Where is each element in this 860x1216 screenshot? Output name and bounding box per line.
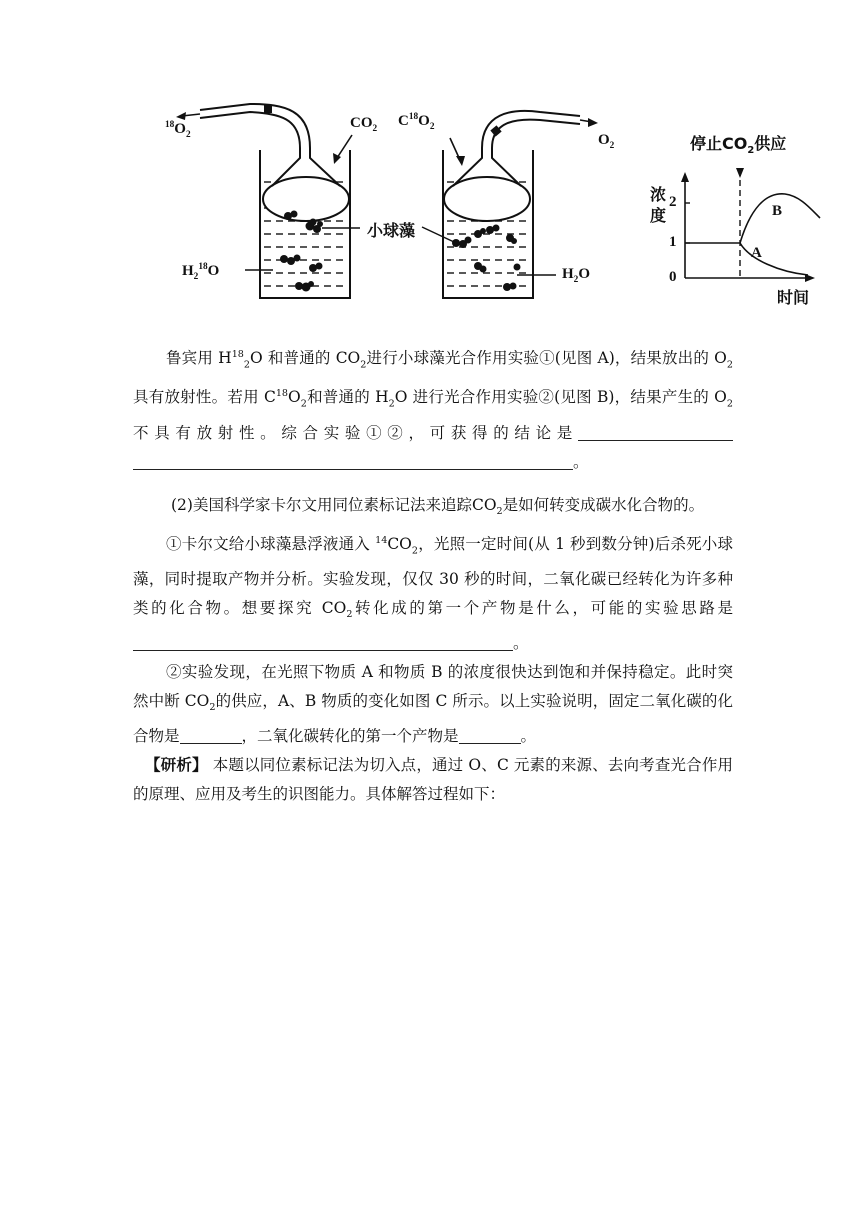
stop-co2-label: 停止$CO_2$供应 xyxy=(690,134,787,157)
graph-tick-0: 0 xyxy=(669,269,677,285)
concentration-graph xyxy=(681,168,820,282)
paragraph-ruben-experiment: 鲁宾用 $H^{18}_2O$ 和普通的 $CO_2$进行小球藻光合作用实验①(见图 A)，结果放出的 $O_2$具有放射性。若用 $C^{18}O_2$和普通的 $H_2O$ 进行光合作用实验②(见图 B)，结果产生的 $O_2$不具有放射性。综合实验①②，可获得的结论是 。 xyxy=(133,349,733,471)
graph-xlabel: 时间 xyxy=(777,288,810,307)
paragraph-calvin-method: ①卡尔文给小球藻悬浮液通入 $^{14}CO_2$，光照一定时间(从 1 秒到数分钟)后杀死小球藻，同时提取产物并分析。实验发现，仅仅 30 秒的时间，二氧化碳已经转化为许多种类的化合物。想要探究 $CO_2$转化成的第一个产物是什么，可能的实验思路是。 xyxy=(133,534,733,652)
answer-blank-experiment-idea[interactable] xyxy=(133,634,513,651)
paragraph-calvin-result: ②实验发现，在光照下物质 A 和物质 B 的浓度很快达到饱和并保持稳定。此时突然中断 $CO_2$的供应，A、B 物质的变化如图 C 所示。以上实验说明，固定二氧化碳的化合物是 ，二氧化碳转化的第一个产物是 。 xyxy=(133,662,733,746)
beaker-a-out-gas-label: $^{18}O_2$ xyxy=(165,120,191,140)
graph-ylabel-1: 浓 xyxy=(650,185,667,204)
graph-ylabel-2: 度 xyxy=(650,206,667,225)
beaker-a-water-label: $H_2^{18}O$ xyxy=(182,262,220,282)
answer-blank-conclusion-2[interactable] xyxy=(133,453,573,470)
graph-tick-1: 1 xyxy=(669,234,677,250)
answer-blank-first-product[interactable] xyxy=(459,728,521,745)
beaker-b-in-gas-label: $C^{18}O_2$ xyxy=(398,112,435,132)
experiment-figure xyxy=(160,100,840,315)
beaker-b-water-label: $H_2O$ xyxy=(562,266,590,285)
question-text xyxy=(133,340,733,809)
analysis-text: 本题以同位素标记法为切入点，通过 O、C 元素的来源、去向考查光合作用的原理、应用及考生的识图能力。具体解答过程如下： xyxy=(133,756,733,804)
graph-tick-2: 2 xyxy=(669,194,677,210)
algae-label: 小球藻 xyxy=(367,221,416,240)
answer-blank-conclusion-1[interactable] xyxy=(578,424,733,441)
paragraph-calvin-intro: (2)美国科学家卡尔文用同位素标记法来追踪$CO_2$是如何转变成碳水化合物的。 xyxy=(171,495,705,517)
analysis-tag: 【研析】 xyxy=(145,756,208,775)
curve-a-label: A xyxy=(751,245,762,261)
beaker-b-out-gas-label: $O_2$ xyxy=(598,132,615,151)
curve-b-label: B xyxy=(772,203,783,219)
paragraph-analysis xyxy=(133,751,733,809)
beaker-a-in-gas-label: $CO_2$ xyxy=(350,115,378,134)
answer-blank-fixing-compound[interactable] xyxy=(180,728,242,745)
